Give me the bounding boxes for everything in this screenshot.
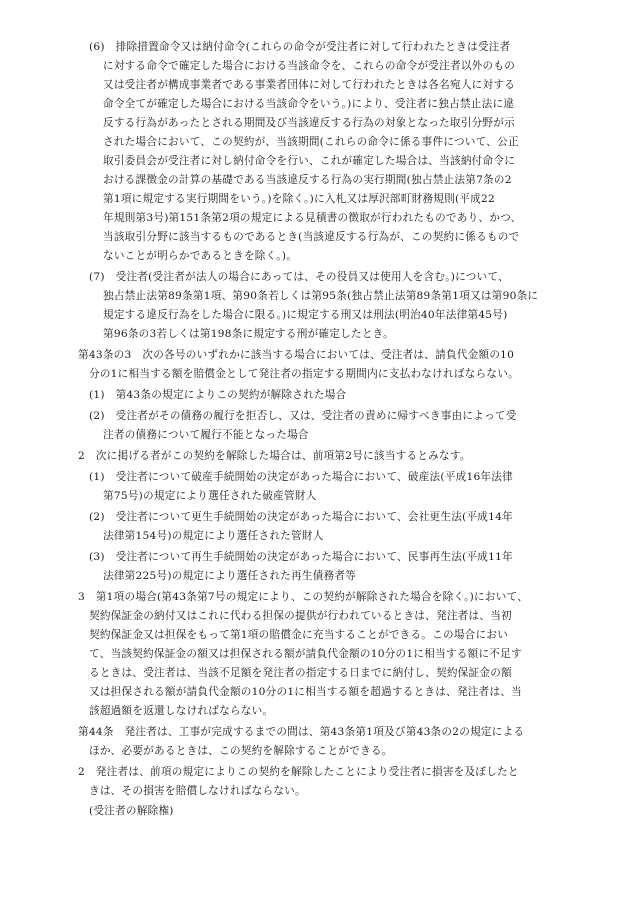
- para-2-item-2-line-1: (2) 受注者について更生手続開始の決定があった場合において、会社更生法(平成14年: [89, 511, 513, 523]
- art43-3-para-3-line-3: 契約保証金又は担保をもって第1項の賠償金に充当することができる。この場合におい: [89, 629, 509, 641]
- item-6-line-7: 取引委員会が受注者に対し納付命令を行い、これが確定した場合は、当該納付命令に: [103, 155, 516, 167]
- art43-3-para-3-line-5: るときは、受注者は、当該不足額を発注者の指定する日までに納付し、契約保証金の額: [89, 667, 512, 679]
- art43-3-para-3-line-1: 3 第1項の場合(第43条第7号の規定により、この契約が解除された場合を除く。)において、: [78, 591, 529, 603]
- art43-3-item-1: (1) 第43条の規定によりこの契約が解除された場合: [89, 389, 347, 401]
- art43-3-para-2: 2 次に掲げる者がこの契約を解除した場合は、前項第2号に該当するとみなす。: [78, 450, 471, 462]
- para-2-item-3-line-1: (3) 受注者について再生手続開始の決定があった場合において、民事再生法(平成11年: [89, 551, 513, 563]
- art44-para-2-line-2: きは、その損害を賠償しなければならない。: [89, 785, 306, 797]
- para-2-item-2-line-2: 法律第154号)の規定により選任された管財人: [103, 530, 324, 542]
- para-2-item-1-line-2: 第75号)の規定により選任された破産管財人: [103, 490, 317, 502]
- item-6-line-4: 命令全てが確定した場合における当該命令をいう。)により、受注者に独占禁止法に違: [103, 98, 515, 110]
- article-43-3-line-1: 第43条の3 次の各号のいずれかに該当する場合においては、受注者は、請負代金額の10: [78, 349, 515, 361]
- item-6-line-6: された場合において、この契約が、当該期間(これらの命令に係る事件について、公正: [103, 136, 519, 148]
- section-heading-contractor-termination: (受注者の解除権): [89, 805, 174, 817]
- art43-3-item-2-line-2: 注者の債務について履行不能となった場合: [103, 429, 309, 441]
- item-6-line-12: ないことが明らかであるときを除く。)。: [103, 250, 298, 262]
- item-7-line-2: 独占禁止法第89条第1項、第90条若しくは第95条(独占禁止法第89条第1項又は第90条に: [103, 290, 539, 302]
- item-6-line-9: 第1項に規定する実行期間をいう。)を除く。)に入札又は厚沢部町財務規則(平成22: [103, 193, 495, 205]
- item-6-line-2: に対する命令で確定した場合における当該命令を、これらの命令が受注者以外のもの: [103, 60, 516, 72]
- item-7-line-3: 規定する違反行為をした場合に限る。)に規定する刑又は刑法(明治40年法律第45号): [103, 309, 508, 321]
- item-6-line-1: (6) 排除措置命令又は納付命令(これらの命令が受注者に対して行われたときは受注者: [89, 41, 511, 53]
- item-6-line-5: 反する行為があったとされる期間及び当該違反する行為の対象となった取引分野が示: [103, 117, 515, 129]
- article-43-3-line-2: 分の1に相当する額を賠償金として発注者の指定する期間内に支払わなければならない。: [89, 368, 519, 380]
- art43-3-para-3-line-2: 契約保証金の納付又はこれに代わる担保の提供が行われているときは、発注者は、当初: [89, 610, 512, 622]
- item-6-line-11: 当該取引分野に該当するものであるとき(当該違反する行為が、この契約に係るもので: [103, 231, 520, 243]
- item-7-line-1: (7) 受注者(受注者が法人の場合にあっては、その役員又は使用人を含む。)について、: [89, 271, 509, 283]
- item-6-line-3: 又は受注者が構成事業者である事業者団体に対して行われたときは各名宛人に対する: [103, 79, 516, 91]
- para-2-item-3-line-2: 法律第225号)の規定により選任された再生債務者等: [103, 570, 357, 582]
- article-44-line-2: ほか、必要があるときは、この契約を解除することができる。: [89, 745, 393, 757]
- art43-3-para-3-line-7: 該超過額を返還しなければならない。: [89, 705, 274, 717]
- art43-3-para-3-line-4: て、当該契約保証金の額又は担保される額が請負代金額の10分の1に相当する額に不足す: [89, 648, 522, 660]
- item-7-line-4: 第96条の3若しくは第198条に規定する刑が確定したとき。: [103, 328, 394, 340]
- article-44-line-1: 第44条 発注者は、工事が完成するまでの間は、第43条第1項及び第43条の2の規定による: [78, 726, 525, 738]
- para-2-item-1-line-1: (1) 受注者について破産手続開始の決定があった場合において、破産法(平成16年法律: [89, 471, 513, 483]
- art43-3-para-3-line-6: 又は担保される額が請負代金額の10分の1に相当する額を超過するときは、発注者は、当: [89, 686, 523, 698]
- art44-para-2-line-1: 2 発注者は、前項の規定によりこの契約を解除したことにより受注者に損害を及ぼしたと: [78, 766, 519, 778]
- item-6-line-10: 年規則第3号)第151条第2項の規定による見積書の徴取が行われたものであり、かつ、: [103, 212, 522, 224]
- art43-3-item-2-line-1: (2) 受注者がその債務の履行を拒否し、又は、受注者の責めに帰すべき事由によって受: [89, 410, 517, 422]
- item-6-line-8: おける課徴金の計算の基礎である当該違反する行為の実行期間(独占禁止法第7条の2: [103, 174, 512, 186]
